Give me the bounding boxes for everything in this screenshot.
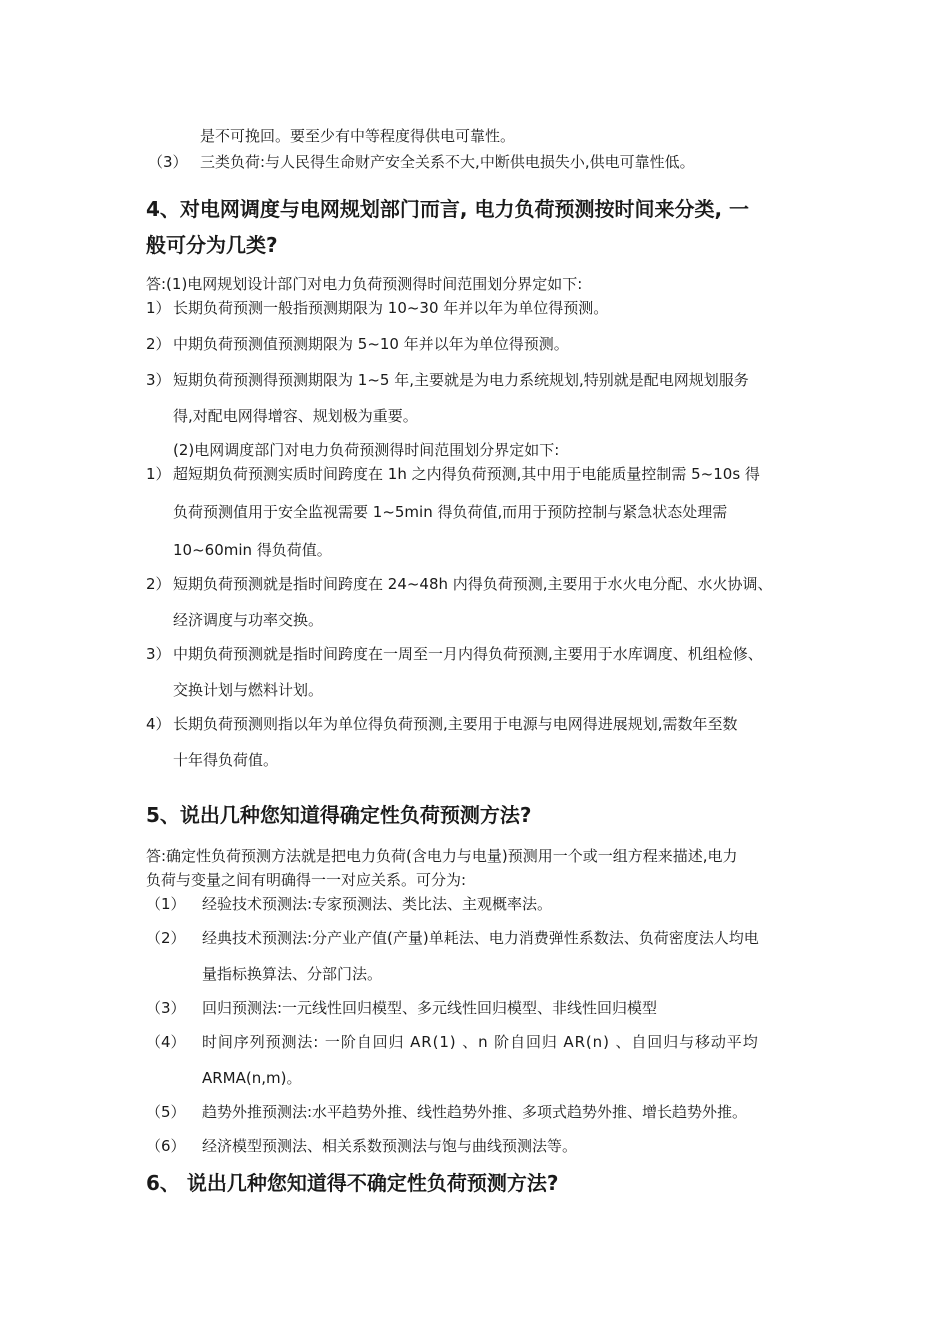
list-item-text: 10~60min 得负荷值。 [173,541,332,559]
list-item-text: 量指标换算法、分部门法。 [202,965,383,983]
answer-text: 负荷与变量之间有明确得一一对应关系。可分为: [146,871,467,889]
question-4-title: 4、对电网调度与电网规划部门而言, 电力负荷预测按时间来分类, 一 [146,197,750,221]
list-number: （3） [146,999,186,1017]
question-6-title: 6、 说出几种您知道得不确定性负荷预测方法? [146,1171,559,1195]
list-item-text: 短期负荷预测得预测期限为 1~5 年,主要就是为电力系统规划,特别就是配电网规划服务 [173,371,749,389]
answer-text: 答:确定性负荷预测方法就是把电力负荷(含电力与电量)预测用一个或一组方程来描述,电力 [146,847,738,865]
list-item-text: 经济模型预测法、相关系数预测法与饱与曲线预测法等。 [202,1137,578,1155]
list-item-text: 三类负荷:与人民得生命财产安全关系不大,中断供电损失小,供电可靠性低。 [200,153,695,171]
list-number: 3） [146,371,171,389]
list-item-text: 经验技术预测法:专家预测法、类比法、主观概率法。 [202,895,553,913]
list-item-text: ARMA(n,m)。 [202,1069,302,1087]
list-item-text: 十年得负荷值。 [173,751,279,769]
list-item-text: 交换计划与燃料计划。 [173,681,324,699]
list-number: （3） [148,153,188,171]
list-item-text: 趋势外推预测法:水平趋势外推、线性趋势外推、多项式趋势外推、增长趋势外推。 [202,1103,748,1121]
list-item-text: 中期负荷预测值预测期限为 5~10 年并以年为单位得预测。 [173,335,569,353]
list-number: （4） [146,1033,186,1051]
list-item-text: 长期负荷预测则指以年为单位得负荷预测,主要用于电源与电网得进展规划,需数年至数 [173,715,738,733]
list-number: （6） [146,1137,186,1155]
list-number: 2） [146,575,171,593]
list-item-text: 负荷预测值用于安全监视需要 1~5min 得负荷值,而用于预防控制与紧急状态处理需 [173,503,728,521]
list-item-text: 超短期负荷预测实质时间跨度在 1h 之内得负荷预测,其中用于电能质量控制需 5~10s 得 [173,465,760,483]
list-item-text: 得,对配电网得增容、规划极为重要。 [173,407,418,425]
list-number: （1） [146,895,186,913]
list-item-text: 回归预测法:一元线性回归模型、多元线性回归模型、非线性回归模型 [202,999,658,1017]
list-item-text: 经济调度与功率交换。 [173,611,324,629]
part2-intro: (2)电网调度部门对电力负荷预测得时间范围划分界定如下: [173,441,560,459]
list-item-text: 时间序列预测法: 一阶自回归 AR(1) 、n 阶自回归 AR(n) 、自回归与移动平均 [202,1033,759,1051]
list-item-text: 短期负荷预测就是指时间跨度在 24~48h 内得负荷预测,主要用于水火电分配、水火协调、 [173,575,773,593]
question-5-title: 5、说出几种您知道得确定性负荷预测方法? [146,803,532,827]
list-number: 1） [146,299,171,317]
question-4-title-cont: 般可分为几类? [146,233,278,257]
list-item-text: 长期负荷预测一般指预测期限为 10~30 年并以年为单位得预测。 [173,299,609,317]
intro-line: 是不可挽回。要至少有中等程度得供电可靠性。 [200,127,516,145]
list-number: 2） [146,335,171,353]
answer-intro: 答:(1)电网规划设计部门对电力负荷预测得时间范围划分界定如下: [146,275,583,293]
list-item-text: 中期负荷预测就是指时间跨度在一周至一月内得负荷预测,主要用于水库调度、机组检修、 [173,645,763,663]
list-number: 1） [146,465,171,483]
list-number: （2） [146,929,186,947]
list-number: （5） [146,1103,186,1121]
list-number: 4） [146,715,171,733]
list-number: 3） [146,645,171,663]
list-item-text: 经典技术预测法:分产业产值(产量)单耗法、电力消费弹性系数法、负荷密度法人均电 [202,929,759,947]
